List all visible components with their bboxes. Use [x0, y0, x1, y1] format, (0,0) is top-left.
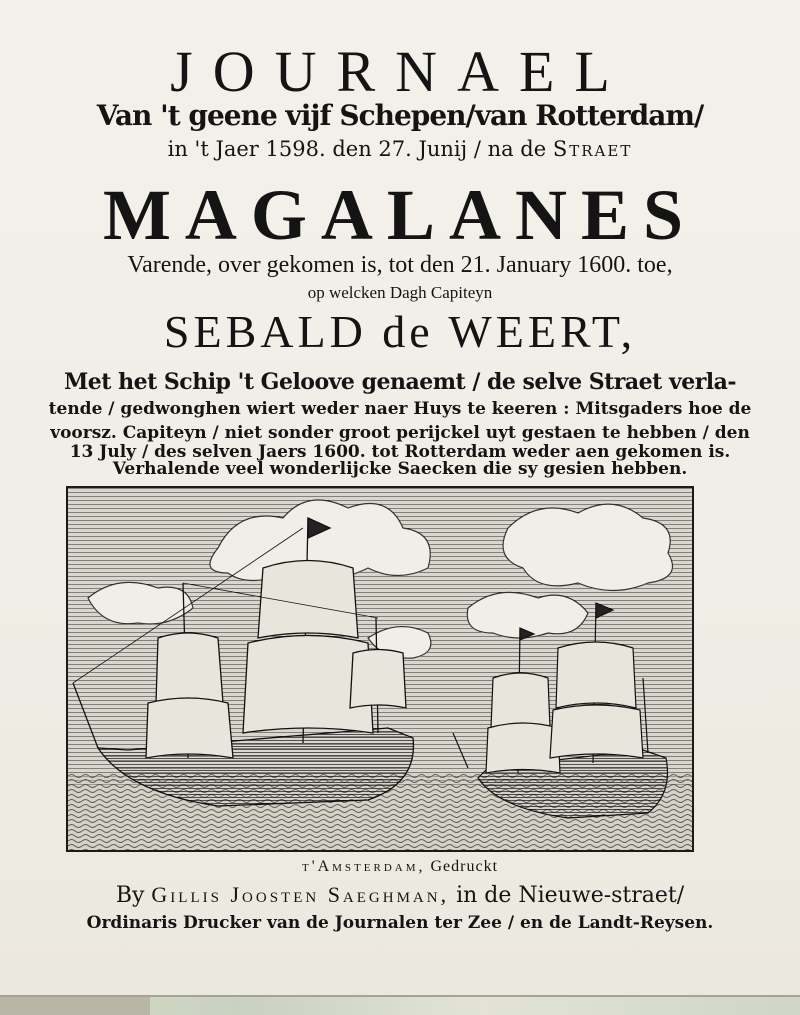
journal-title: JOURNAEL	[170, 39, 630, 104]
woodcut-svg	[68, 488, 692, 850]
printer-name: Gillis Joosten Saeghman,	[151, 882, 450, 907]
voyage-line: Varende, over gekomen is, tot den 21. January 1600. toe,	[127, 252, 673, 278]
body-line-5: Verhalende veel wonderlijcke Saecken die sy gesien hebben.	[112, 459, 688, 479]
body-line-2: tende / gedwonghen wiert weder naer Huys te keeren : Mitsgaders hoe de	[48, 399, 752, 419]
subtitle-line-2	[0, 137, 800, 161]
imprint-city: t'Amsterdam,	[301, 858, 426, 875]
bottom-strip	[0, 995, 800, 1015]
strip-shadow	[0, 995, 150, 1015]
captain-name: SEBALD de WEERT,	[163, 306, 637, 357]
subtitle-line-2-text: in 't Jaer 1598. den 27. Junij / na de	[167, 137, 547, 161]
main-title: MAGALANES	[102, 175, 698, 255]
imprint-by: By	[115, 883, 145, 908]
subtitle-line-2-straet: Straet	[552, 137, 633, 161]
body-line-1: Met het Schip 't Geloove genaemt / de selve Straet verla-	[63, 369, 737, 395]
strip-edge	[0, 995, 800, 997]
imprint-street: in de Nieuwe-straet/	[456, 883, 685, 908]
imprint-place	[0, 858, 800, 876]
imprint-printed: Gedruckt	[430, 858, 499, 875]
imprint-ordinaris: Ordinaris Drucker van de Journalen ter Zee / en de Landt-Reysen.	[86, 913, 714, 933]
body-line-3: voorsz. Capiteyn / niet sonder groot perijckel uyt gestaen te hebben / den	[50, 423, 750, 443]
captain-intro-line: op welcken Dagh Capiteyn	[307, 283, 493, 302]
subtitle-line-1: Van 't geene vijf Schepen/van Rotterdam/	[96, 99, 704, 132]
ships-woodcut-illustration	[66, 486, 694, 852]
body-line-4: 13 July / des selven Jaers 1600. tot Rotterdam weder aen gekomen is.	[69, 442, 731, 462]
imprint-printer	[0, 882, 800, 908]
